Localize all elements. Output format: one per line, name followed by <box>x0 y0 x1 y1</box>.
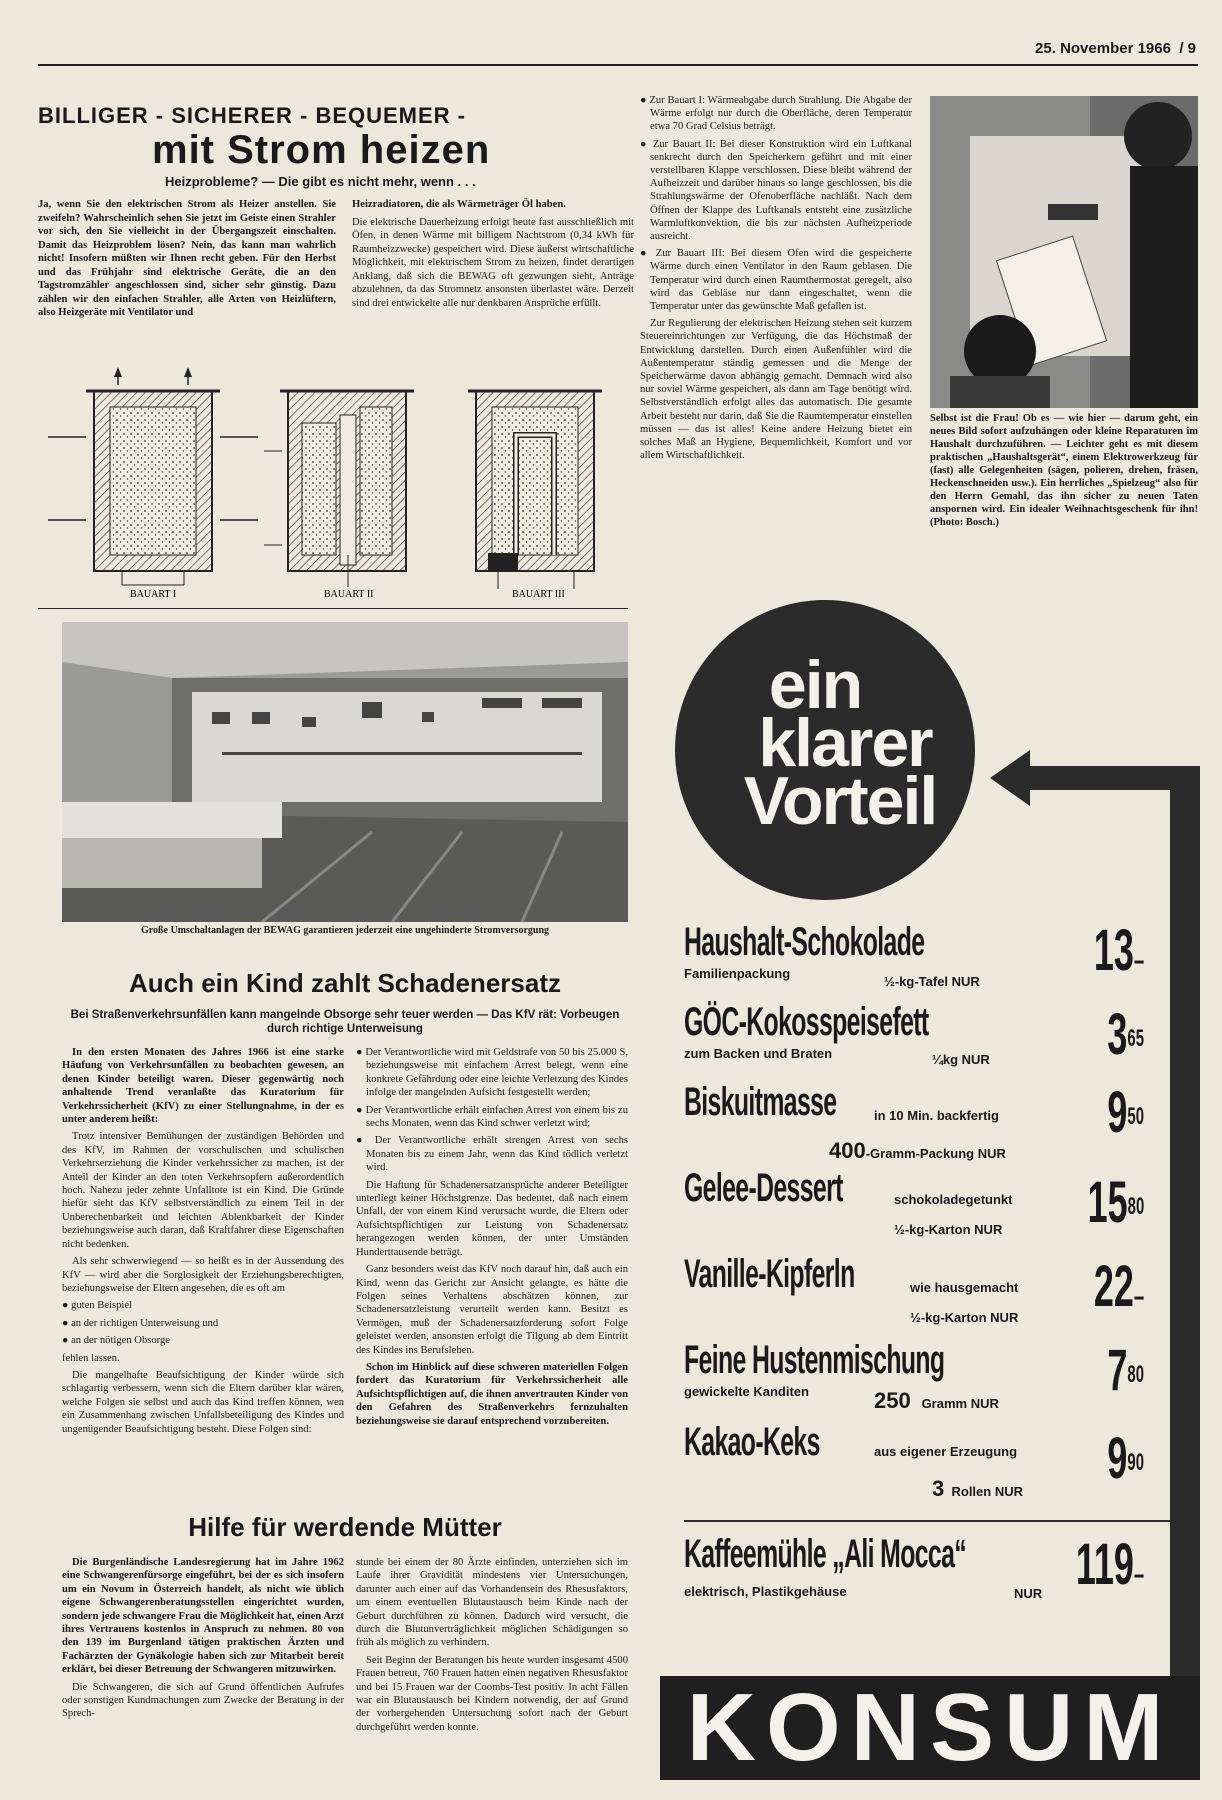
ad-slogan-line-2: klarer <box>758 705 932 781</box>
ad-items <box>684 920 1154 1720</box>
ad-item: Vanille-Kipferln wie hausgemacht ½-kg-Karton NUR 22– <box>684 1252 1144 1325</box>
drill-photo <box>930 96 1198 408</box>
ad-separator <box>684 1520 1184 1522</box>
ad-frame-bar <box>1170 1300 1200 1720</box>
ad-slogan-line-3: Vorteil <box>743 763 937 839</box>
ad-item: Kaffeemühle „Ali Mocca“ elektrisch, Plastikgehäuse NUR 119– <box>684 1532 1144 1601</box>
bullet-3: ● an der nötigen Obsorge <box>62 1335 171 1347</box>
article1-col3: ● Zur Bauart I: Wärmeabgabe durch Strahlung. Die Abgabe der Wärme erfolgt nur durch die Oberfläche, deren Temperatur etwa 70 Grad Celsius beträgt. ● Zur Bauart II: Bei dieser Konstruktion wird ein Luftkanal senkrecht durch den Speicherkern geführt und mit einer verstellbaren Klappe verschlossen. Diese bleibt während der Aufheizzeit und darüber hinaus so lange geschlossen, bis die Strahlungswärme der Ofenoberfläche nachläßt. Nach dem Öffnen der Klappe des Luftkanals entsteht eine zusätzliche Warmluftkonvektion, die bis zur nächsten Aufheizperiode ausreicht. ● Zur Bauart III: Bei diesem Ofen wird die gespeicherte Wärme durch einen Ventilator in den Raum geblasen. Die Temperatur wird durch einen Raumthermostat geregelt, also wird das Gebläse nur dann eingeschaltet, wenn die Temperatur unter das gewünschte Maß gefallen ist. Zur Regulierung der elektrischen Heizung stehen seit kurzem Steuereinrichtungen zur Verfügung, die das Höchstmaß der Entwicklung darstellen. Durch einen Außenfühler wird die Außentemperatur ständig gemessen und die Menge der Speicherwärme davon abhängig gemacht. Demnach wird also nur soviel Wärme gespeichert, als dann am Tage benötigt wird. Selbstverständlich erfolgt alles das automatisch. Die gesamte Arbeit besteht nur darin, daß Sie die Raumtemperatur einstellen müssen — das ist alles! Keine andere Heizung bietet ein solches Maß an Hygiene, Bequemlichkeit, Komfort und vor allem Wirtschaftlichkeit. <box>640 95 912 462</box>
article2-title: Auch ein Kind zahlt Schadenersatz <box>129 968 561 998</box>
article2-col1: In den ersten Monaten des Jahres 1966 ist eine starke Häufung von Verkehrsunfällen zu beobachten gewesen, an denen Kinder beteiligt waren. Dieser gegenwärtig noch anhaltende Trend veranlaßte das Kuratorium für Verkehrssicherheit (KfV) zu einer Stellungnahme, in der es unter anderem heißt: Trotz intensiver Bemühungen der zuständigen Behörden und des KfV, im Rahmen der vorschulischen und schulischen Verkehrserziehung die Kinder verkehrssicher zu machen, ist der Anteil der Kinder an den toten Verkehrsopfern außerordentlich hoch. Nahezu jeder zehnte Unfalltote ist ein Kind. Die Gründe hiefür sieht das KfV selbstverständlich zu einem Teil in der Unberechenbarkeit und leichten Ablenkbarkeit der Kinder beziehungsweise auch daran, daß Kraftfahrer diese Eigenschaften nicht bedenken. Als sehr schwerwiegend — so heißt es in der Aussendung des KfV — wird aber die Sorglosigkeit der Erziehungsberechtigten, beziehungsweise der Eltern angesehen, die es oft am ● guten Beispiel ● an der richtigen Unterweisung und ● an der nötigen Obsorge fehlen lassen. Die mangelhafte Beaufsichtigung der Kinder würde sich schlagartig verbessern, wenn sich die Eltern darüber klar wären, welche Folgen sie selbst und auch das Kind treffen können, wen ein Zusammenhang zwischen Unfallsbeteiligung des Kindes und ungenügender Beaufsichtigung besteht. Diese Folgen sind: <box>62 1047 344 1435</box>
article3-title: Hilfe für werdende Mütter <box>188 1512 502 1542</box>
konsum-logo: KONSUM <box>686 1674 1174 1781</box>
bauart-diagrams <box>38 355 634 600</box>
bauart-1-label: BAUART I <box>130 589 177 600</box>
article1-kicker: BILLIGER - SICHERER - BEQUEMER - <box>38 103 467 128</box>
ad-slogan-line-1: ein <box>768 647 862 723</box>
ad-item: Kakao-Keks aus eigener Erzeugung 3 Rollen NUR $9^{90}$ <box>684 1420 1144 1501</box>
article1-col2: Heizradiatoren, die als Wärmeträger Öl haben. Die elektrische Dauerheizung erfolgt heute fast ausschließlich mit Öfen, in denen Wärme mit billigem Nachtstrom (0,34 kWh für Raumheizzwecke) gespeichert wird. Diese äußerst wirtschaftliche Möglichkeit, mit elektrischem Strom zu heizen, findet derartigen Anklang, daß sich die BEWAG oft gezwungen sieht, Anträge abzulehnen, da das Stromnetz ansonsten überlastet wäre. Derzeit sind drei entwickelte alle nur denkbaren Ansprüche erfüllt. <box>352 199 634 309</box>
bauart-2-diagram <box>264 391 414 587</box>
ad-item: Feine Hustenmischung gewickelte Kanditen 250 Gramm NUR $7^{80}$ <box>684 1338 1144 1413</box>
ad-item: Gelee-Dessert schokoladegetunkt ½-kg-Karton NUR $15^{80}$ <box>684 1166 1144 1237</box>
header-rule <box>38 64 1198 66</box>
ad-slogan <box>690 647 970 839</box>
article2-col2: ● Der Verantwortliche wird mit Geldstrafe von 50 bis 25.000 S, beziehungsweise mit einfachem Arrest belegt, wenn eine konkrete Gefährdung oder eine leichte Verletzung des Kindes infolge der mangelnden Aufsicht festgestellt werden; ● Der Verantwortliche erhält einfachen Arrest von einem bis zu sechs Monaten, wenn das Kind schwer verletzt wird; ● Der Verantwortliche erhält strengen Arrest von sechs Monaten bis zu einem Jahr, wenn das Kind tödlich verletzt wird. Die Haftung für Schadenersatzansprüche anderer Beteiligter unterliegt keiner Höchstgrenze. Das bedeutet, daß nach einem Unfall, der von einem Kind verursacht wurde, die Eltern oder Aufsichtspflichtigen zur Leistung von Schadenersatz herangezogen werden können, der unter Umständen Hunderttausende beträgt. Ganz besonders weist das KfV noch darauf hin, daß auch ein Kind, wenn das Gericht zur Ansicht gelangte, es hätte die Folgen seines Verhaltens abschätzen können, zur Schadenersatzleistung verurteilt werden kann. Besitzt es Vermögen, muß der Schadenersatzforderung sofort Folge geleistet werden, ansonsten erfolgt die Tilgung ab dem Eintritt des Kindes ins Berufsleben. Schon im Hinblick auf diese schweren materiellen Folgen fordert das Kuratorium für Verkehrssicherheit alle Aufsichtspflichtigen auf, die ihnen anvertrauten Kinder von den Gefahren des Straßenverkehrs fernzuhalten beziehungsweise sie darauf entsprechend vorzubereiten. <box>356 1047 628 1427</box>
bauart-3-label: BAUART III <box>512 589 565 600</box>
page-number: / 9 <box>1179 40 1196 57</box>
ad-item: Biskuitmasse in 10 Min. backfertig 400-Gramm-Packung NUR $9^{50}$ <box>684 1080 1144 1163</box>
bauart-1-diagram <box>48 367 258 585</box>
bauart-3-diagram <box>468 391 602 589</box>
bullet-2: ● an der richtigen Unterweisung und <box>62 1317 219 1329</box>
ad-item: Haushalt-Schokolade Familienpackung ½-kg-Tafel NUR 13– <box>684 918 1144 989</box>
article1-title: mit Strom heizen <box>152 128 491 172</box>
article3-col1: Die Burgenländische Landesregierung hat im Jahre 1962 eine Schwangerenfürsorge eingeführt, bei der es sich insofern um ein Novum in Österreich handelt, als nicht wie üblich eigene Schwangerenberatungsstellen eingerichtet wurden, sondern jede schwangere Frau die Möglichkeit hat, einen Arzt ihres Vertrauens kostenlos in Anspruch zu nehmen. 80 von den 139 im Burgenland tätigen praktischen Ärzten und Fachärzten der Gynäkologie haben sich zur Mitarbeit bereit erklärt, bei dieser Betreuung der Schwangeren mitzuwirken. Die Schwangeren, die sich auf Grund öffentlichen Aufrufes oder sonstigen Kundmachungen zum Zwecke der Beratung in der Sprech- <box>62 1557 344 1720</box>
konsum-banner <box>660 1676 1200 1780</box>
konsum-ad <box>660 600 1200 1780</box>
article1-col1: Ja, wenn Sie den elektrischen Strom als Heizer anstellen. Sie zweifeln? Wahrscheinlich sehen Sie jetzt im Geiste einen Strahler vor sich, den Sie vielleicht in der Übergangszeit einschalten. Damit das Heizproblem lösen? Nein, das kann man wahrlich nicht! Insofern müßten wir Ihnen recht geben. Für den Herbst und das Frühjahr sind elektrische Geräte, die an den Tagstromzähler angeschlossen sind, sicher sehr günstig. Dazu zählen wir den einfachen Strahler, alle Arten von Heizlüftern, also Heizgeräte mit Ventilator und <box>38 199 336 318</box>
bauart-2-label: BAUART II <box>324 589 374 600</box>
page-date: 25. November 1966 / 9 <box>1035 40 1196 57</box>
article2-subtitle: Bei Straßenverkehrsunfällen kann mangelnde Obsorge sehr teuer werden — Das KfV rät: Vorbeugen durch richtige Unterweisung <box>70 1009 620 1035</box>
control-room-photo <box>62 622 628 922</box>
bullet-1: ● guten Beispiel <box>62 1300 132 1312</box>
drill-photo-caption: Selbst ist die Frau! Ob es — wie hier — darum geht, ein neues Bild sofort aufzuhängen oder kleine Reparaturen im Haushalt durchzuführen. — Leichter geht es mit diesem praktischen „Haushaltsgerät“, einem Elektrowerkzeug für (fast) alle Gelegenheiten (sägen, polieren, drehen, fräsen, Heckenschneiden usw.). Ein herrliches „Spielzeug“ also für den Herrn Gemahl, das ihn sicher zu neuen Taten anspornen wird. Ein idealer Weihnachtsgeschenk für ihn! (Photo: Bosch.) <box>930 413 1198 528</box>
article1-subtitle: Heizprobleme? — Die gibt es nicht mehr, wenn . . . <box>165 174 476 189</box>
article3-col2: stunde bei einem der 80 Ärzte einfinden, unterziehen sich im Laufe ihrer Gravidität mindestens vier Untersuchungen, darunter auch einer auf das Vorhandensein des Rhesusfaktors, um einem eventuellen Blutaustausch beim Kinde nach der Geburt durchführen zu können. Dadurch wird versucht, die durch die Blutunverträglichkeit möglichen Schädigungen so früh als möglich zu verhindern. Seit Beginn der Beratungen bis heute wurden insgesamt 4500 Frauen betreut, 760 Frauen hatten einen negativen Rhesusfaktor und bei 15 Frauen war der Coombs-Test positiv. In acht Fällen war ein Blutaustausch bei Kindern notwendig, der auf Grund der vorhergehenden Untersuchung sofort nach der Geburt durchgeführt werden konnte. <box>356 1557 628 1733</box>
rule-1 <box>38 608 628 609</box>
ad-item: GÖC-Kokosspeisefett zum Backen und Braten ¼kg NUR $3^{65}$ <box>684 1000 1144 1067</box>
control-room-caption: Große Umschaltanlagen der BEWAG garantieren jederzeit eine ungehinderte Stromversorgung <box>140 925 550 936</box>
